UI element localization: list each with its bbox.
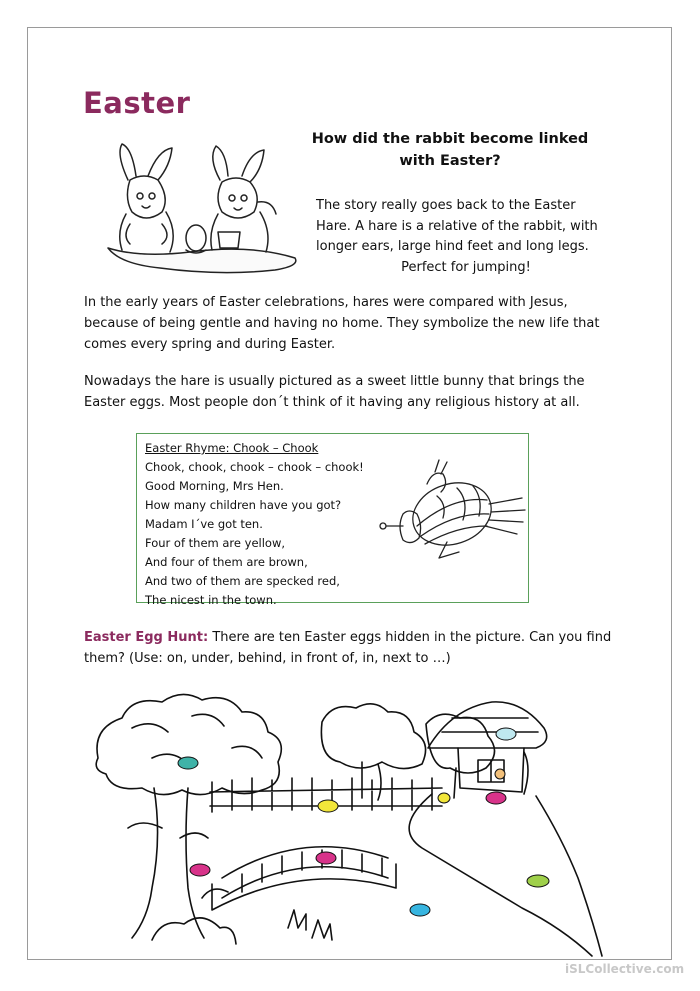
egg-9[interactable] [527, 875, 549, 887]
egg-10[interactable] [410, 904, 430, 916]
paragraph-history [84, 292, 644, 355]
intro-line: Hare. A hare is a relative of the rabbit, with [316, 218, 598, 234]
paragraph-line: In the early years of Easter celebrations, hares were compared with Jesus, [84, 295, 568, 310]
bunnies-illustration [100, 140, 305, 280]
egg-2[interactable] [318, 800, 338, 812]
paragraph-nowadays [84, 371, 644, 413]
rhyme-line: Madam I´ve got ten. [145, 517, 263, 531]
question-line-1: How did the rabbit become linked [311, 131, 589, 147]
paragraph-line: Nowadays the hare is usually pictured as a sweet little bunny that brings the [84, 374, 585, 389]
egg-8[interactable] [190, 864, 210, 876]
rhyme-line: And four of them are brown, [145, 555, 308, 569]
egg-hunt-instructions [84, 627, 644, 669]
question-line-2: with Easter? [399, 153, 501, 169]
rhyme-line: Chook, chook, chook – chook – chook! [145, 460, 364, 474]
hunt-text: There are ten Easter eggs hidden in the picture. Can you find [208, 630, 612, 645]
egg-hunt-scene [92, 688, 604, 960]
egg-5[interactable] [496, 728, 516, 740]
intro-line: longer ears, large hind feet and long legs. [316, 239, 589, 254]
page-title: Easter [83, 86, 191, 120]
hunt-line-1 [84, 627, 644, 648]
egg-7[interactable] [316, 852, 336, 864]
rhyme-line: Four of them are yellow, [145, 536, 286, 550]
egg-rocket-illustration [377, 454, 527, 564]
egg-1[interactable] [178, 757, 198, 769]
rhyme-line: The nicest in the town. [145, 593, 277, 607]
egg-6[interactable] [495, 769, 505, 779]
intro-line: The story really goes back to the Easter [316, 198, 576, 213]
paragraph-line: because of being gentle and having no home. They symbolize the new life that [84, 316, 600, 331]
rhyme-box [136, 433, 529, 607]
paragraph-line: comes every spring and during Easter. [84, 337, 336, 352]
rhyme-line: How many children have you got? [145, 498, 342, 512]
rhyme-line: Good Morning, Mrs Hen. [145, 479, 284, 493]
intro-paragraph [316, 196, 616, 278]
hunt-label: Easter Egg Hunt: [84, 630, 209, 645]
watermark: iSLCollective.com [565, 962, 685, 976]
intro-last-line: Perfect for jumping! [401, 259, 531, 275]
rhyme-title: Easter Rhyme: Chook – Chook [145, 441, 319, 455]
hunt-line-2: them? (Use: on, under, behind, in front of, in, next to …) [84, 651, 451, 666]
rhyme-line: And two of them are specked red, [145, 574, 340, 588]
rhyme-lines [145, 439, 364, 610]
paragraph-line: Easter eggs. Most people don´t think of it having any religious history at all. [84, 395, 580, 410]
egg-4[interactable] [486, 792, 506, 804]
egg-3[interactable] [438, 793, 450, 803]
question-heading [300, 128, 600, 172]
